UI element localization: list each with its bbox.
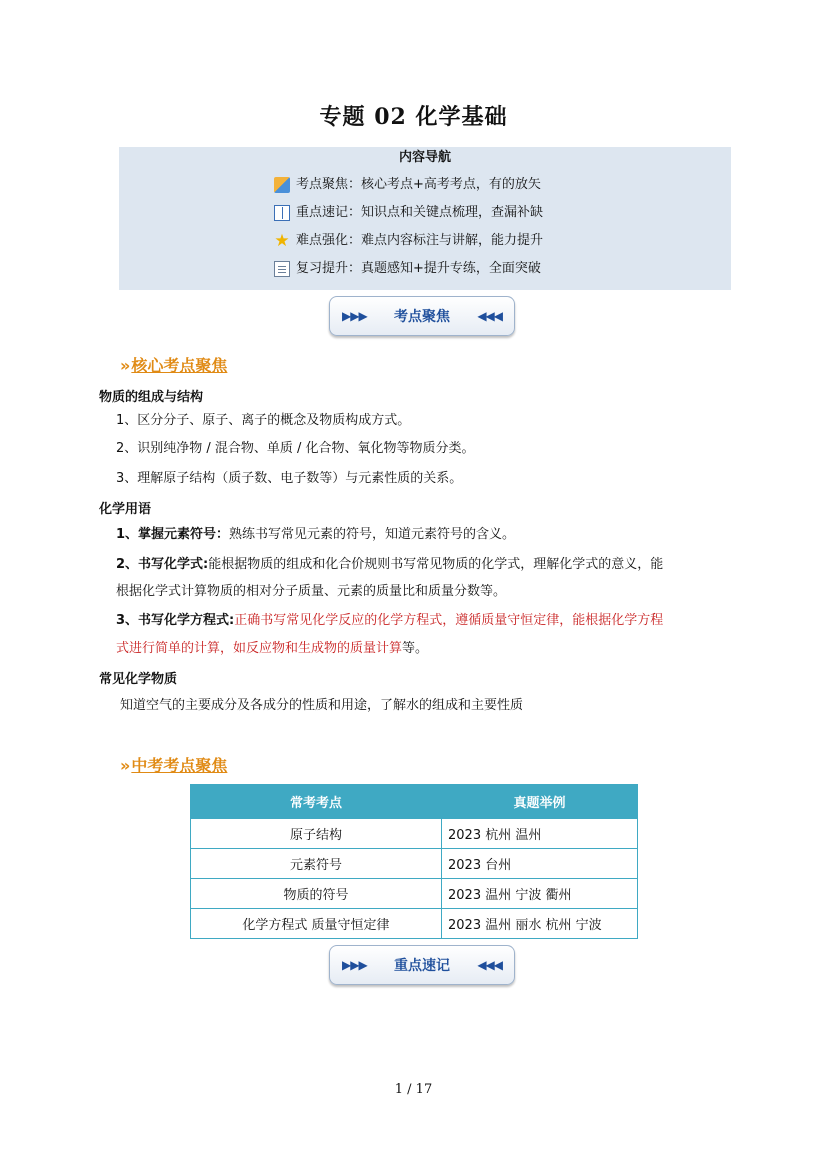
core-section-heading: »核心考点聚焦: [120, 356, 228, 375]
column-header: 真题举例: [442, 785, 638, 819]
list-item: 2、识别纯净物 / 混合物、单质 / 化合物、氧化物等物质分类。: [116, 441, 475, 456]
paragraph: 知道空气的主要成分及各成分的性质和用途，了解水的组成和主要性质: [120, 698, 524, 713]
double-chevron-icon: »: [120, 356, 131, 375]
nav-item-label: 复习提升：真题感知+提升专练，全面突破: [296, 261, 541, 276]
substances-heading: 常见化学物质: [99, 672, 178, 687]
exam-points-table: [190, 784, 638, 939]
arrows-left-icon: ◀◀◀: [477, 958, 502, 972]
table-header-row: [191, 785, 638, 819]
terms-heading: 化学用语: [99, 502, 152, 517]
table-cell: 2023 温州 丽水 杭州 宁波: [442, 909, 638, 939]
double-chevron-icon: »: [120, 756, 131, 775]
table-cell: 元素符号: [191, 849, 442, 879]
table-row: [191, 819, 638, 849]
page-title: 专题 02 化学基础: [319, 104, 508, 130]
arrows-right-icon: ▶▶▶: [342, 309, 367, 323]
focus-icon: [274, 177, 290, 193]
list-item-continued: 根据化学式计算物质的相对分子质量、元素的质量比和质量分数等。: [116, 584, 507, 599]
nav-item-label: 难点强化：难点内容标注与讲解，能力提升: [296, 233, 544, 248]
book-icon: [274, 205, 290, 221]
table-cell: 物质的符号: [191, 879, 442, 909]
exam-section-heading: »中考考点聚焦: [120, 756, 228, 775]
table-cell: 原子结构: [191, 819, 442, 849]
table-row: [191, 849, 638, 879]
nav-item-difficult[interactable]: [274, 230, 543, 252]
banner-label: 考点聚焦: [394, 309, 450, 325]
table-cell: 2023 台州: [442, 849, 638, 879]
table-row: [191, 879, 638, 909]
composition-heading: 物质的组成与结构: [99, 390, 204, 405]
nav-item-notes[interactable]: [274, 202, 543, 224]
column-header: 常考考点: [191, 785, 442, 819]
list-item-continued: 式进行简单的计算，如反应物和生成物的质量计算等。: [116, 641, 429, 656]
arrows-left-icon: ◀◀◀: [477, 309, 502, 323]
list-item: 1、区分分子、原子、离子的概念及物质构成方式。: [116, 413, 411, 428]
nav-item-review[interactable]: [274, 258, 541, 280]
table-cell: 2023 温州 宁波 衢州: [442, 879, 638, 909]
list-item: 3、理解原子结构（质子数、电子数等）与元素性质的关系。: [116, 471, 463, 486]
nav-item-label: 重点速记：知识点和关键点梳理，查漏补缺: [296, 205, 544, 220]
page-number: 1 / 17: [394, 1082, 433, 1097]
banner-label: 重点速记: [394, 958, 450, 974]
focus-banner: [329, 296, 515, 336]
list-item: 2、书写化学式:能根据物质的组成和化合价规则书写常见物质的化学式，理解化学式的意义，能: [116, 557, 664, 572]
note-icon: [274, 261, 290, 277]
nav-item-focus[interactable]: [274, 174, 541, 196]
table-cell: 化学方程式 质量守恒定律: [191, 909, 442, 939]
nav-heading: 内容导航: [398, 150, 451, 165]
star-icon: ★: [274, 231, 290, 251]
table-cell: 2023 杭州 温州: [442, 819, 638, 849]
nav-item-label: 考点聚焦：核心考点+高考考点，有的放矢: [296, 177, 541, 192]
content-navigation: [119, 147, 731, 290]
list-item: 3、书写化学方程式:正确书写常见化学反应的化学方程式，遵循质量守恒定律，能根据化学方程: [116, 613, 664, 628]
notes-banner: [329, 945, 515, 985]
arrows-right-icon: ▶▶▶: [342, 958, 367, 972]
list-item: 1、掌握元素符号：熟练书写常见元素的符号，知道元素符号的含义。: [116, 527, 516, 542]
table-row: [191, 909, 638, 939]
